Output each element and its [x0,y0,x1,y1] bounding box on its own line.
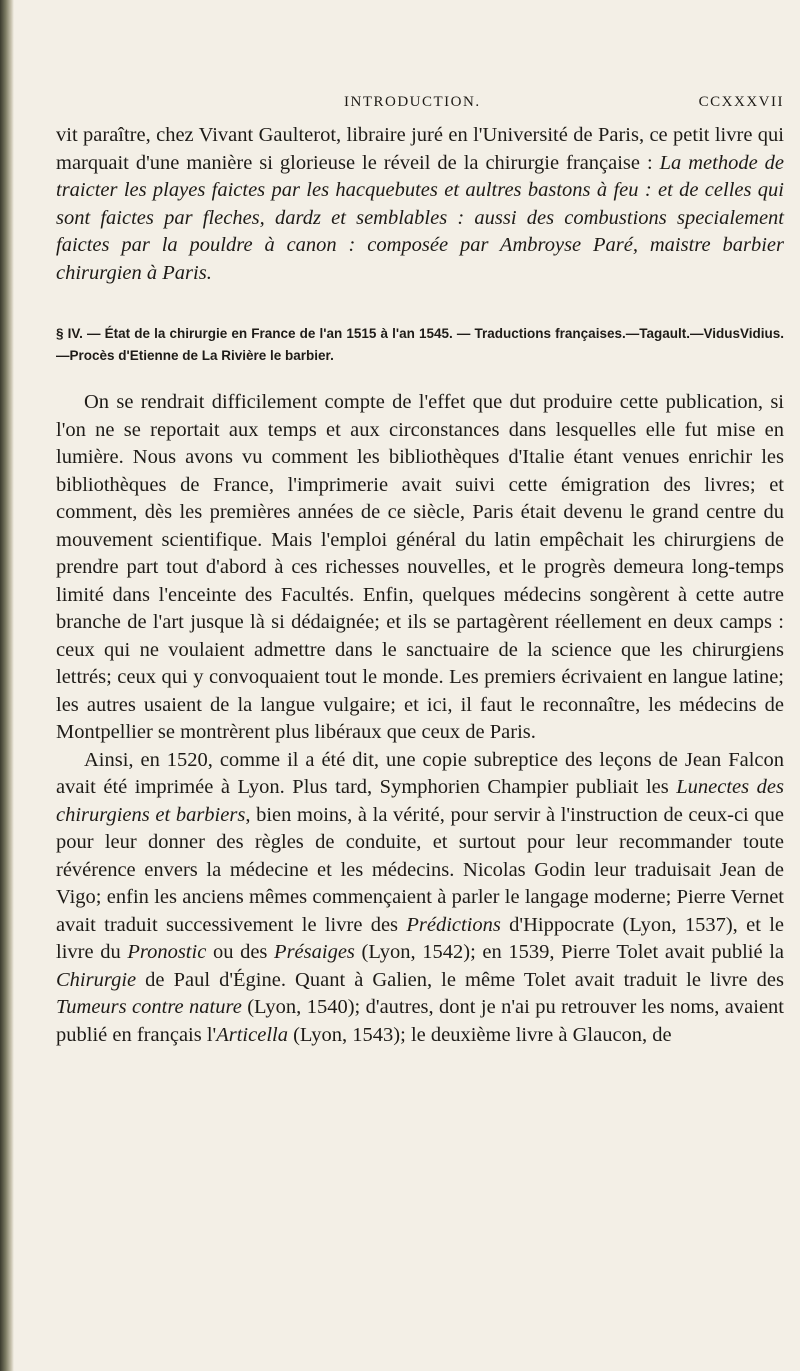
text-run: d'Hippocrate (Lyon, 1537), et le livre du [56,913,784,963]
text-run: Ainsi, en 1520, comme il a été dit, une copie subreptice des leçons de Jean Falcon avait été imprimée à Lyon. Plus tard, Symphorien Champier publiait les [56,748,784,798]
italic-title: Présaiges [274,941,355,963]
italic-title: Prédictions [406,913,501,936]
book-binding-edge [0,0,14,1371]
italic-title: Tumeurs contre nature [56,996,242,1018]
paragraph-text: vit paraître, chez Vivant Gaulterot, libraire juré en l'Université de Paris, ce petit livre qui marquait d'une manière si glorieuse le réveil de la chirurgie française : [56,124,784,174]
text-run: ou des [206,941,275,963]
paragraph: On se rendrait difficilement compte de l'effet que dut produire cette publication, si l'on ne se reportait aux temps et aux circonstances dans lesquelles elle fut mise en lumière. Nous avons vu comment les bibliothèques d'Italie étant venues enrichir les bibliothèques de France, l'imprimerie avait suivi cette émigration des livres; et comment, dès les premières années de ce siècle, Paris était devenu le grand centre du mouvement scientifique. Mais l'emploi général du latin empêchait les chirurgiens de prendre part tout d'abord à ces richesses nouvelles, et le progrès demeura long-temps limité dans l'enceinte des Facultés. Enfin, quelques médecins songèrent à cette autre branche de l'art jusque là si dédaignée; et ils se partagèrent réellement en deux camps : ceux qui ne voulaient admettre dans le sanctuaire de la science que les chirurgiens lettrés; ceux qui y convoquaient tout le monde. Les premiers écrivaient en langue latine; les autres usaient de la langue vulgaire; et ici, il faut le reconnaître, les médecins de Montpellier se montrèrent plus libéraux que ceux de Paris. [56,391,784,743]
page-number: CCXXXVII [698,94,784,110]
italic-title: Pronostic [127,941,207,963]
italic-title: Chirurgie [56,968,137,991]
italic-title: Lunectes des chirurgiens et barbiers [56,776,784,826]
text-run: (Lyon, 1543); le deuxième livre à Glaucon, de [287,1023,672,1046]
italic-title: Articella [216,1023,288,1046]
text-run: (Lyon, 1540); d'autres, dont je n'ai pu retrouver les noms, avaient publié en français l' [56,996,784,1046]
text-run: , bien moins, à la vérité, pour servir à l'instruction de ceux-ci que pour leur donner des règles de conduite, et surtout pour leur recommander toute révérence envers la médecine et les médecins. Nicolas Godin leur traduisait Jean de Vigo; enfin les anciens mêmes commençaient à parler le langage moderne; Pierre Vernet avait traduit successivement le livre des [56,803,784,936]
running-head [56,94,784,122]
section-heading: § IV. — État de la chirurgie en France de l'an 1515 à l'an 1545. — Traductions françaises.—Tagault.—VidusVidius.—Procès d'Etienne de La Rivière le barbier. [56,326,784,363]
book-title-italic: La methode de traicter les playes faictes par les hacquebutes et aultres bastons à feu : et de celles qui sont faictes par fleches, dardz et semblables : aussi des combustions specialement faictes par la pouldre à canon : composée par Ambroyse Paré, maistre barbier chirurgien à Paris. [56,151,784,284]
text-run: (Lyon, 1542); en 1539, Pierre Tolet avait publié la [354,941,784,963]
book-page [56,94,784,1049]
running-head-title: INTRODUCTION. [344,94,481,110]
text-run: de Paul d'Égine. Quant à Galien, le même Tolet avait traduit le livre des [136,968,784,991]
paragraph-continued [56,122,784,287]
paragraph [56,747,784,1050]
